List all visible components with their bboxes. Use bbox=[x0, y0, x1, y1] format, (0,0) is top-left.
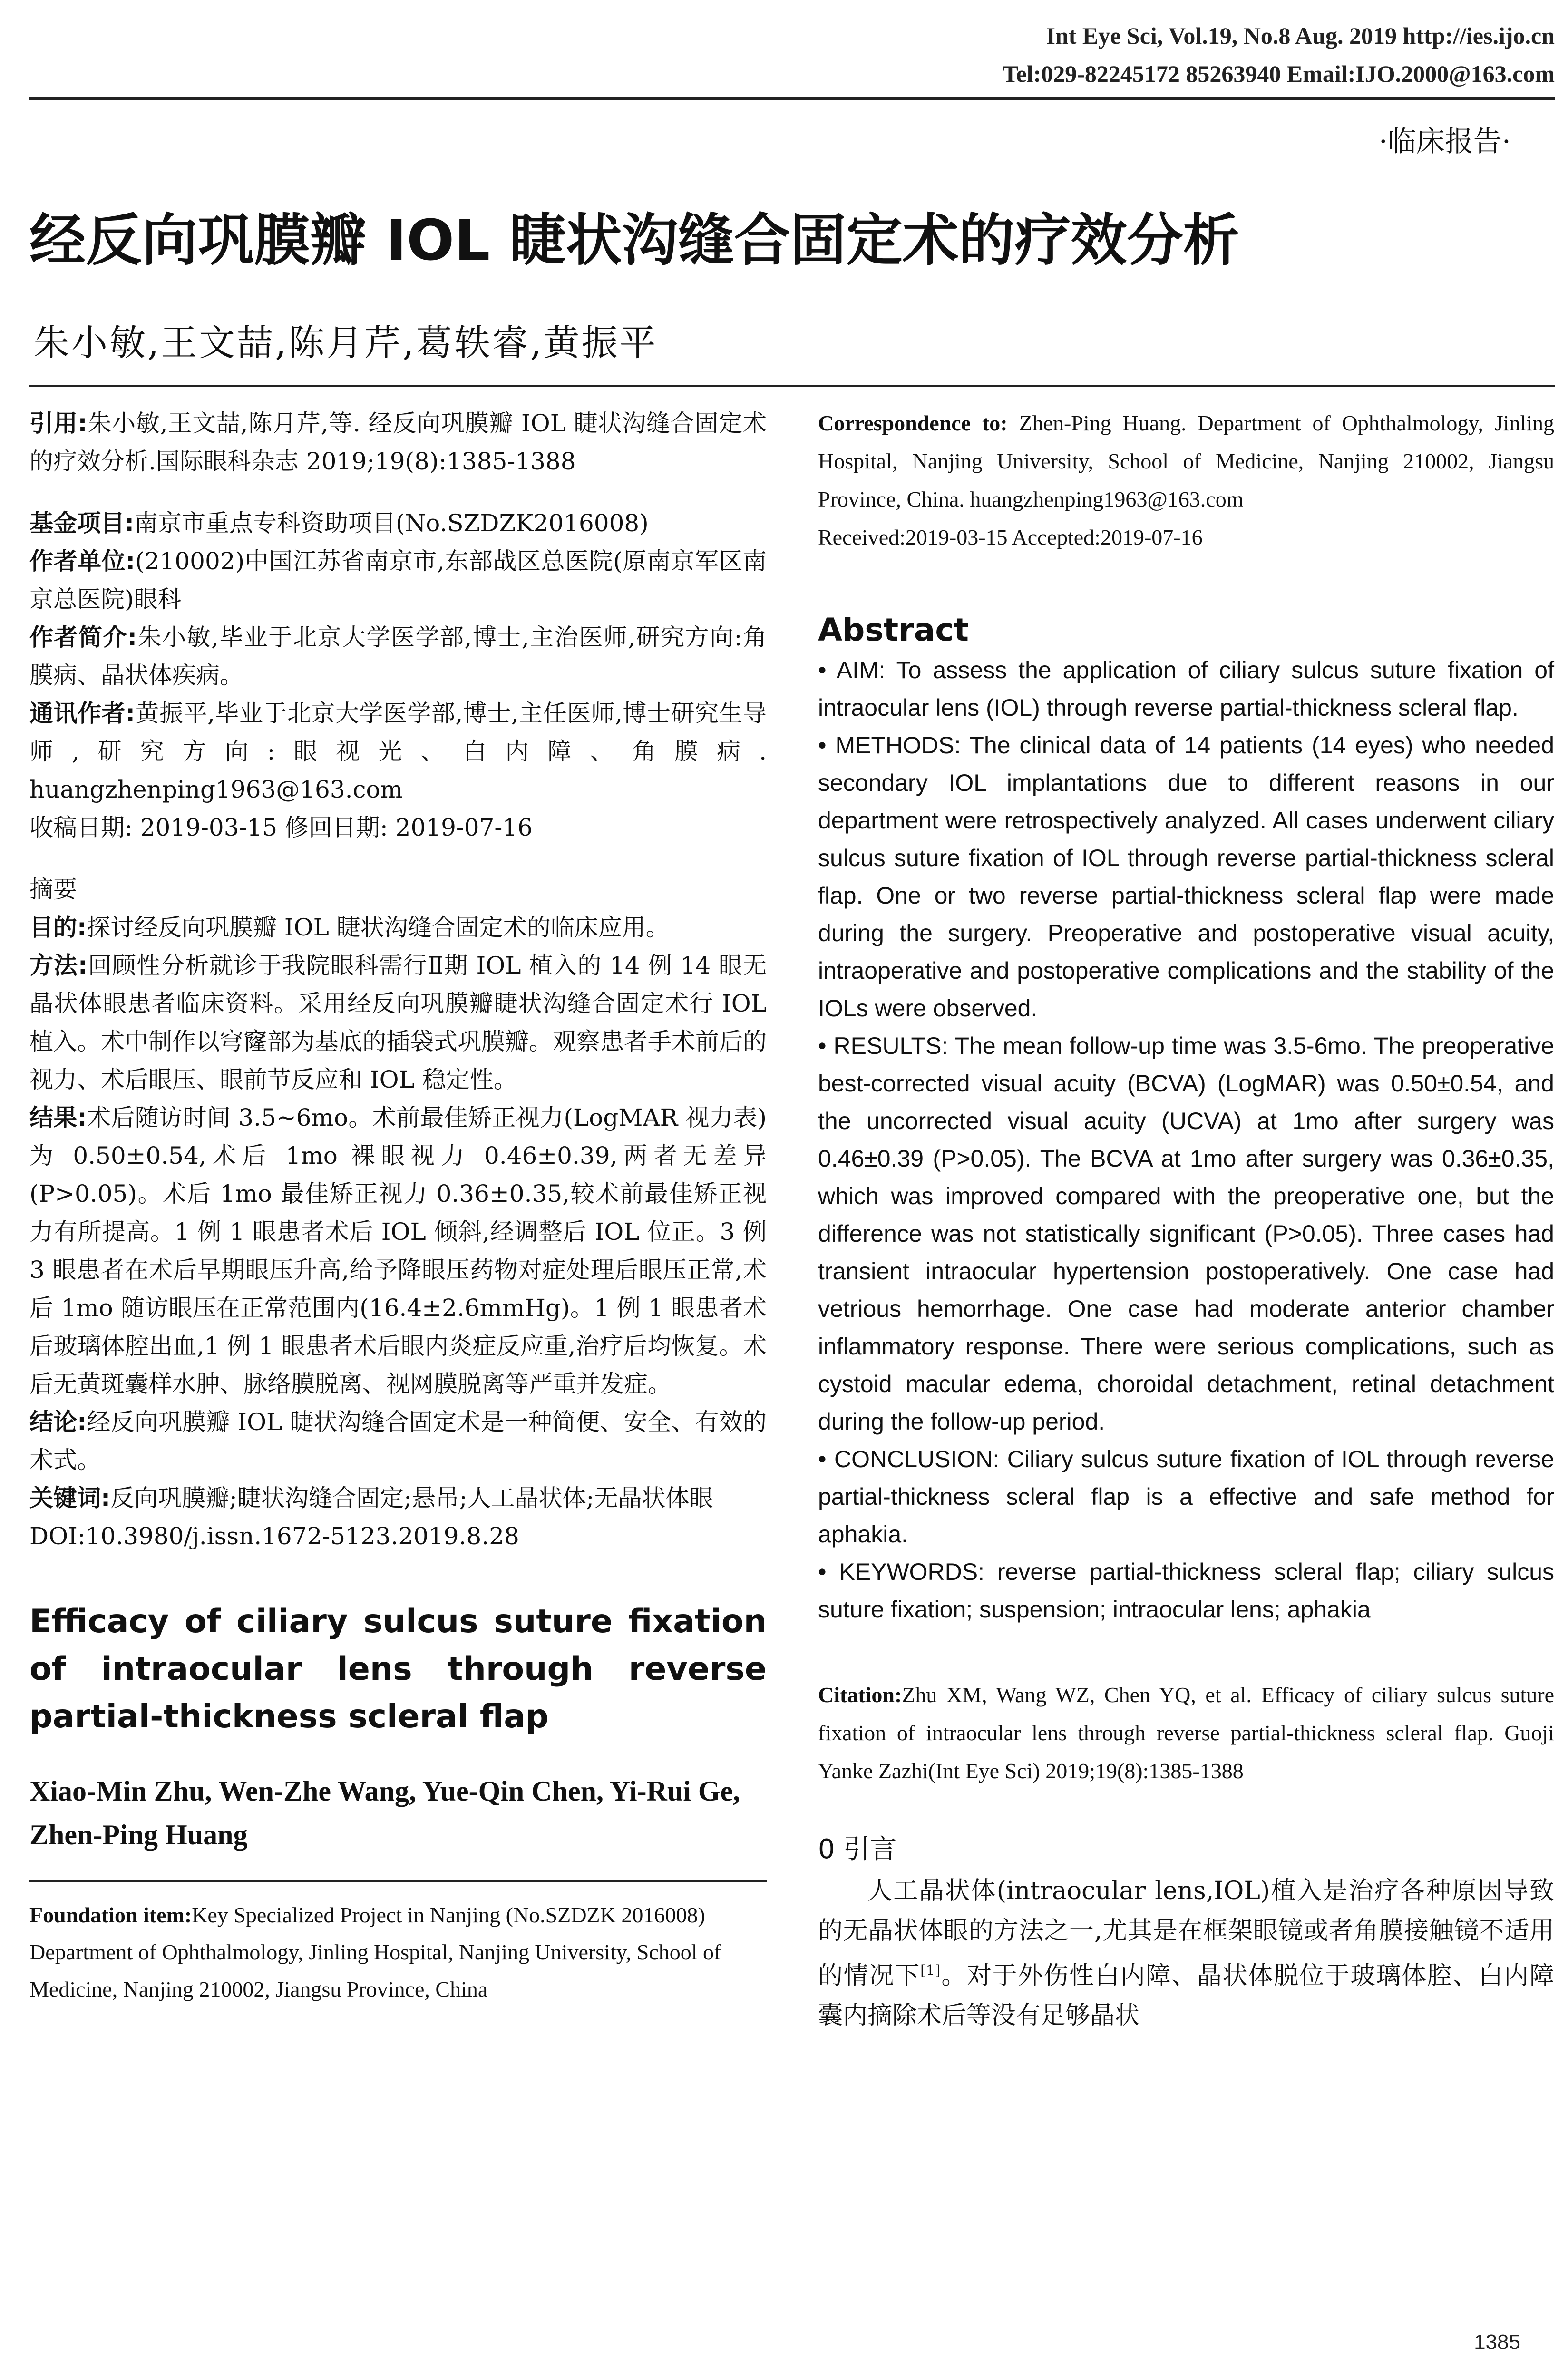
authors-cn: 朱小敏,王文喆,陈月芹,葛轶睿,黄振平 bbox=[33, 321, 658, 364]
keywords-cn-text: 反向巩膜瓣;睫状沟缝合固定;悬吊;人工晶状体;无晶状体眼 bbox=[110, 1484, 713, 1512]
journal-header-line1: Int Eye Sci, Vol.19, No.8 Aug. 2019 http://ies.ijo.cn bbox=[1046, 22, 1555, 49]
article-title-en: Efficacy of ciliary sulcus suture fixation of intraocular lens through reverse partial-thickness scleral flap bbox=[29, 1603, 767, 1735]
citation-cn-text: 朱小敏,王文喆,陈月芹,等. 经反向巩膜瓣 IOL 睫状沟缝合固定术的疗效分析.国际眼科杂志 2019;19(8):1385-1388 bbox=[29, 409, 767, 475]
intro-text-cont: 。对于外伤性白内障、晶状体脱位于玻璃体腔、白内障囊内摘除术后等没有足够晶状 bbox=[818, 1961, 1554, 2030]
aim-cn-text: 探讨经反向巩膜瓣 IOL 睫状沟缝合固定术的临床应用。 bbox=[87, 914, 670, 941]
unit-block bbox=[29, 542, 767, 618]
conclusion-cn-label: 结论: bbox=[29, 1408, 87, 1436]
bio-text: 朱小敏,毕业于北京大学医学部,博士,主治医师,研究方向:角膜病、晶状体疾病。 bbox=[29, 623, 767, 689]
corr-cn-label: 通讯作者: bbox=[29, 700, 135, 727]
results-cn-text: 术后随访时间 3.5~6mo。术前最佳矫正视力(LogMAR 视力表)为 0.50±0.54,术后 1mo 裸眼视力 0.46±0.39,两者无差异(P>0.05)。术后 1mo 最佳矫正视力 0.36±0.35,较术前最佳矫正视力有所提高。1 例 1 眼患者术后 IOL 倾斜,经调整后 IOL 位正。3 例 3 眼患者在术后早期眼压升高,给予降眼压药物对症处理后眼压正常,术后 1mo 随访眼压在正常范围内(16.4±2.6mmHg)。1 例 1 眼患者术后玻璃体腔出血,1 例 1 眼患者术后眼内炎症反应重,治疗后均恢复。术后无黄斑囊样水肿、脉络膜脱离、视网膜脱离等严重并发症。 bbox=[29, 1104, 767, 1398]
foundation-en bbox=[29, 1897, 767, 1934]
conclusion-cn-text: 经反向巩膜瓣 IOL 睫状沟缝合固定术是一种简便、安全、有效的术式。 bbox=[29, 1408, 767, 1474]
foundation-en-text: Key Specialized Project in Nanjing (No.SZDZK 2016008) bbox=[192, 1903, 705, 1927]
title-rule bbox=[29, 385, 1555, 387]
authors-en: Xiao-Min Zhu, Wen-Zhe Wang, Yue-Qin Chen, Yi-Rui Ge, Zhen-Ping Huang bbox=[29, 1775, 740, 1851]
authors-rule bbox=[29, 1880, 767, 1882]
aim-cn-label: 目的: bbox=[29, 914, 87, 941]
section-tag: ·临床报告· bbox=[1378, 125, 1511, 158]
intro-paragraph bbox=[818, 1871, 1554, 2036]
intro-ref[interactable]: [1] bbox=[920, 1962, 941, 1979]
results-cn-label: 结果: bbox=[29, 1104, 87, 1131]
abstract-cn-heading: 摘要 bbox=[29, 876, 77, 903]
citation-en-text: Zhu XM, Wang WZ, Chen YQ, et al. Efficacy of ciliary sulcus suture fixation of intraocular lens through reverse partial-thickness scleral flap. Guoji Yanke Zazhi(Int Eye Sci) 2019;19(8):1385-1388 bbox=[818, 1683, 1554, 1783]
unit-label: 作者单位: bbox=[29, 547, 136, 575]
corr-cn-block bbox=[29, 694, 767, 809]
right-column bbox=[818, 404, 1554, 2036]
abstract-conclusion: • CONCLUSION: Ciliary sulcus suture fixation of IOL through reverse partial-thickness scleral flap is a effective and safe method for aphakia. bbox=[818, 1446, 1554, 1548]
header-rule bbox=[29, 97, 1555, 100]
methods-cn bbox=[29, 946, 767, 1099]
unit-text: (210002)中国江苏省南京市,东部战区总医院(原南京军区南京总医院)眼科 bbox=[29, 547, 767, 613]
correspondence-en-text: Zhen-Ping Huang. Department of Ophthalmology, Jinling Hospital, Nanjing University, School of Medicine, Nanjing 210002, Jiangsu Province, China. huangzhenping1963@163.com bbox=[818, 411, 1555, 511]
abstract-methods: • METHODS: The clinical data of 14 patients (14 eyes) who needed secondary IOL implantations due to different reasons in our department were retrospectively analyzed. All cases underwent ciliary sulcus suture fixation of IOL through reverse partial-thickness scleral flap. One or two reverse partial-thickness scleral flap were made during the surgery. Preoperative and postoperative visual acuity, intraoperative and postoperative complications and the stability of the IOLs were observed. bbox=[818, 732, 1554, 1022]
citation-cn bbox=[29, 404, 767, 480]
page-number: 1385 bbox=[1474, 2330, 1520, 2354]
journal-header-line2: Tel:029-82245172 85263940 Email:IJO.2000@163.com bbox=[1002, 60, 1555, 87]
bio-label: 作者简介: bbox=[29, 623, 137, 651]
affiliation-en: Department of Ophthalmology, Jinling Hospital, Nanjing University, School of Medicine, Nanjing 210002, Jiangsu Province, China bbox=[29, 1940, 721, 2001]
dates-cn: 收稿日期: 2019-03-15 修回日期: 2019-07-16 bbox=[29, 814, 533, 841]
keywords-cn bbox=[29, 1479, 767, 1517]
abstract-aim: • AIM: To assess the application of ciliary sulcus suture fixation of intraocular lens (IOL) through reverse partial-thickness scleral flap. bbox=[818, 657, 1554, 721]
aim-cn bbox=[29, 908, 767, 946]
left-column bbox=[29, 404, 767, 2008]
fund-block bbox=[29, 504, 767, 542]
methods-cn-label: 方法: bbox=[29, 952, 88, 979]
conclusion-cn bbox=[29, 1403, 767, 1479]
abstract-results: • RESULTS: The mean follow-up time was 3.5-6mo. The preoperative best-corrected visual acuity (BCVA) (LogMAR) was 0.50±0.54, and the uncorrected visual acuity (UCVA) at 1mo after surgery was 0.46±0.39 (P>0.05). The BCVA at 1mo after surgery was 0.36±0.35, which was improved compared with the preoperative one, but the difference was not statistically significant (P>0.05). Three cases had transient intraocular hypertension postoperatively. One case had vetrious hemorrhage. One case had moderate anterior chamber inflammatory response. There were serious complications, such as cystoid macular edema, choroidal detachment, retinal detachment during the follow-up period. bbox=[818, 1033, 1554, 1435]
abstract-keywords: • KEYWORDS: reverse partial-thickness scleral flap; ciliary sulcus suture fixation; suspension; intraocular lens; aphakia bbox=[818, 1559, 1554, 1623]
dates-en: Received:2019-03-15 Accepted:2019-07-16 bbox=[818, 525, 1203, 549]
results-cn bbox=[29, 1099, 767, 1403]
fund-text: 南京市重点专科资助项目(No.SZDZK2016008) bbox=[134, 509, 649, 537]
correspondence-en bbox=[818, 404, 1554, 518]
citation-cn-label: 引用: bbox=[29, 409, 88, 437]
article-title-cn: 经反向巩膜瓣 IOL 睫状沟缝合固定术的疗效分析 bbox=[29, 207, 1239, 273]
abstract-en-heading: Abstract bbox=[818, 612, 969, 648]
intro-text: 人工晶状体(intraocular lens,IOL)植入是治疗各种原因导致的无晶状体眼的方法之一,尤其是在框架眼镜或者角膜接触镜不适用的情况下 bbox=[818, 1877, 1554, 1990]
correspondence-en-label: Correspondence to: bbox=[818, 411, 1008, 435]
doi: DOI:10.3980/j.issn.1672-5123.2019.8.28 bbox=[29, 1522, 519, 1550]
keywords-cn-label: 关键词: bbox=[29, 1484, 110, 1512]
intro-heading: 0 引言 bbox=[818, 1834, 897, 1865]
citation-en-label: Citation: bbox=[818, 1683, 902, 1707]
foundation-en-label: Foundation item: bbox=[29, 1903, 192, 1927]
corr-cn-text: 黄振平,毕业于北京大学医学部,博士,主任医师,博士研究生导师,研究方向:眼视光、白内障、角膜病. huangzhenping1963@163.com bbox=[29, 700, 767, 803]
citation-en bbox=[818, 1676, 1554, 1790]
fund-label: 基金项目: bbox=[29, 509, 134, 537]
methods-cn-text: 回顾性分析就诊于我院眼科需行Ⅱ期 IOL 植入的 14 例 14 眼无晶状体眼患者临床资料。采用经反向巩膜瓣睫状沟缝合固定术行 IOL 植入。术中制作以穹窿部为基底的插袋式巩膜瓣。观察患者手术前后的视力、术后眼压、眼前节反应和 IOL 稳定性。 bbox=[29, 952, 767, 1093]
bio-block bbox=[29, 618, 767, 694]
